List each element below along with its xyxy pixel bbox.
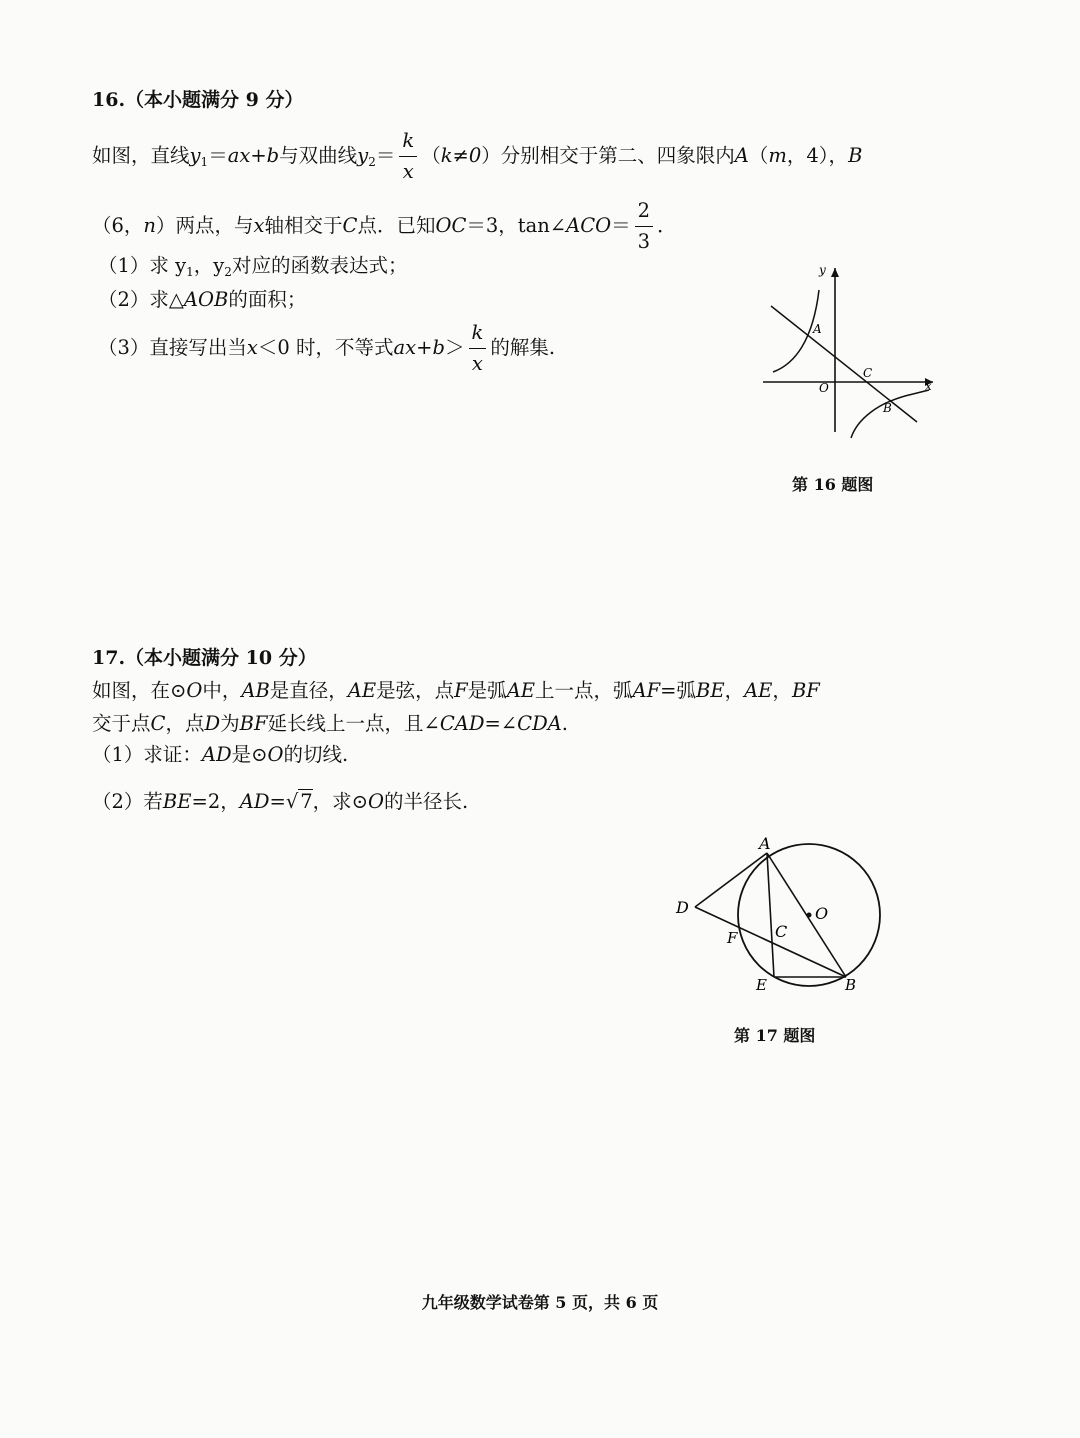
frac-num: k xyxy=(399,126,417,157)
q16-text: ）两点，与 xyxy=(155,214,254,237)
q17-sub2-text: 的半径长. xyxy=(384,790,469,813)
frac-num: 2 xyxy=(635,196,653,227)
q17-text: 交于点 xyxy=(92,712,151,735)
q17-figure-caption: 第 17 题图 xyxy=(734,1026,816,1045)
q16-y1: y xyxy=(189,144,201,167)
label-A: A xyxy=(759,835,771,853)
q17-text: 是弦，点 xyxy=(376,679,455,702)
q17-text: . xyxy=(561,712,568,735)
label-C: C xyxy=(775,922,788,941)
q16-n: n xyxy=(143,214,156,237)
frac-den: x xyxy=(471,352,483,375)
q16-statement-line1 xyxy=(92,126,862,187)
q17-BE: BE xyxy=(696,679,725,702)
q16-sub1-text: （1）求 y xyxy=(98,254,187,277)
q16-sub1-text: 对应的函数表达式； xyxy=(231,254,408,277)
q17-AE: AE xyxy=(506,679,536,702)
frac-den: x xyxy=(402,160,414,183)
q16-linear-expr: ax+b xyxy=(393,336,445,359)
segment-AE xyxy=(767,853,774,977)
q17-sub2-text: = xyxy=(269,790,286,813)
q17-sub2-text: （2）若 xyxy=(92,790,163,813)
q17-CDA: CDA xyxy=(517,712,562,735)
q16-eq: ＝ xyxy=(208,144,228,167)
q17-F: F xyxy=(454,679,468,702)
q17-text: =弧 xyxy=(660,679,696,702)
q16-text: ． xyxy=(657,214,677,237)
q17-sub1-text: （1）求证： xyxy=(92,743,202,766)
q16-sub3 xyxy=(98,318,555,379)
q16-sub3-text: （3）直接写出当 xyxy=(98,336,247,359)
label-C: C xyxy=(863,366,873,380)
q16-text: （6， xyxy=(92,214,144,237)
q16-point-C: C xyxy=(342,214,358,237)
q16-sub1-text: ，y xyxy=(193,254,225,277)
q16-sub2 xyxy=(98,286,306,314)
q17-AD: AD xyxy=(201,743,232,766)
label-E: E xyxy=(756,976,767,994)
q17-text: ，点 xyxy=(165,712,205,735)
q16-figure-caption: 第 16 题图 xyxy=(792,475,874,494)
q16-fraction-k-over-x xyxy=(399,126,417,187)
q16-OC: OC xyxy=(435,214,467,237)
sub-index: 2 xyxy=(224,265,232,279)
label-F: F xyxy=(727,929,738,947)
q16-text: 如图，直线 xyxy=(92,144,190,167)
q16-sub2-text: 的面积； xyxy=(228,288,307,311)
q16-sub3-text: ＜0 时，不等式 xyxy=(257,336,394,359)
q16-gt: ＞ xyxy=(444,336,465,359)
y-axis-arrow-icon xyxy=(831,268,839,277)
q17-D: D xyxy=(204,712,221,735)
q17-title: 17.（本小题满分 10 分） xyxy=(92,647,317,669)
q17-figure xyxy=(670,835,900,1005)
q17-AE: AE xyxy=(744,679,773,702)
q17-BF: BF xyxy=(791,679,820,702)
q17-sub1 xyxy=(92,741,348,769)
q16-text: ＝ xyxy=(611,214,631,237)
q17-BF: BF xyxy=(239,712,268,735)
page-footer: 九年级数学试卷第 5 页，共 6 页 xyxy=(421,1293,659,1312)
q16-y2-sub: 2 xyxy=(368,155,376,169)
sub-index: 1 xyxy=(186,265,194,279)
q17-text: 如图，在⊙ xyxy=(92,679,187,702)
q16-text: （ xyxy=(421,144,441,167)
label-O: O xyxy=(815,904,829,923)
q17-text: 上一点，弧 xyxy=(535,679,633,702)
q16-linear-expr: ax+b xyxy=(227,144,280,167)
q17-O: O xyxy=(186,679,203,702)
q16-text: 轴相交于 xyxy=(264,214,343,237)
q17-sub1-text: 的切线. xyxy=(283,743,349,766)
q16-sub2-text: （2）求△ xyxy=(98,288,184,311)
q17-O: O xyxy=(267,743,284,766)
q16-AOB: AOB xyxy=(183,288,229,311)
label-A: A xyxy=(813,322,822,336)
q16-point-B: B xyxy=(848,144,863,167)
q16-tan-fraction xyxy=(635,196,653,257)
q16-text: 点．已知 xyxy=(357,214,436,237)
q16-sub3-text: 的解集. xyxy=(490,336,556,359)
label-x: x xyxy=(925,379,932,393)
line-y1 xyxy=(771,306,917,422)
q17-BE: BE xyxy=(162,790,192,813)
q17-text: ， xyxy=(772,679,792,702)
q17-AE: AE xyxy=(347,679,377,702)
q17-text: 延长线上一点，且∠ xyxy=(267,712,440,735)
q16-sub1 xyxy=(98,252,407,286)
label-y: y xyxy=(819,263,826,277)
q16-text: 与双曲线 xyxy=(279,144,358,167)
q16-eq: ＝ xyxy=(375,144,396,167)
q16-y2: y xyxy=(357,144,369,167)
q17-text: =∠ xyxy=(484,712,518,735)
q16-text: ，4）， xyxy=(786,144,849,167)
q16-m: m xyxy=(768,144,787,167)
q16-x: x xyxy=(253,214,265,237)
q16-statement-line2 xyxy=(92,196,677,257)
q16-text: ＝3，tan∠ xyxy=(466,214,567,237)
q17-C: C xyxy=(150,712,166,735)
q17-AD: AD xyxy=(239,790,270,813)
frac-den: 3 xyxy=(637,230,651,253)
q17-AB: AB xyxy=(241,679,270,702)
q16-y1-sub: 1 xyxy=(200,155,209,169)
q17-sub2-text: =2， xyxy=(191,790,240,813)
q17-text: ， xyxy=(724,679,745,702)
q16-point-A: A xyxy=(734,144,749,167)
q16-ACO: ACO xyxy=(566,214,612,237)
sqrt-icon: √ xyxy=(285,790,299,813)
q16-title: 16.（本小题满分 9 分） xyxy=(92,89,304,111)
q17-statement-line1 xyxy=(92,677,820,705)
q17-text: 是弧 xyxy=(467,679,507,702)
frac-num: k xyxy=(469,318,487,349)
label-D: D xyxy=(676,898,689,917)
q17-AF: AF xyxy=(632,679,661,702)
q17-O: O xyxy=(368,790,385,813)
q16-fraction-k-over-x xyxy=(469,318,487,379)
q17-text: 中， xyxy=(202,679,242,702)
label-B: B xyxy=(883,401,892,415)
q16-text: （ xyxy=(748,144,769,167)
q17-sub1-text: 是⊙ xyxy=(231,743,268,766)
q17-sub2 xyxy=(92,788,468,816)
q17-sub2-text: ，求⊙ xyxy=(312,790,369,813)
q17-text: 是直径， xyxy=(269,679,348,702)
q16-k-condition: k≠0 xyxy=(440,144,482,167)
segment-DA xyxy=(695,853,767,907)
center-dot xyxy=(807,913,812,918)
q16-text: ）分别相交于第二、四象限内 xyxy=(481,144,735,167)
q16-figure xyxy=(755,260,955,450)
q17-radicand: 7 xyxy=(300,790,313,813)
q17-CAD: CAD xyxy=(439,712,485,735)
q17-text: 为 xyxy=(220,712,240,735)
q17-statement-line2 xyxy=(92,710,568,738)
q16-x: x xyxy=(246,336,258,359)
label-B: B xyxy=(845,976,857,994)
label-O: O xyxy=(819,381,829,395)
